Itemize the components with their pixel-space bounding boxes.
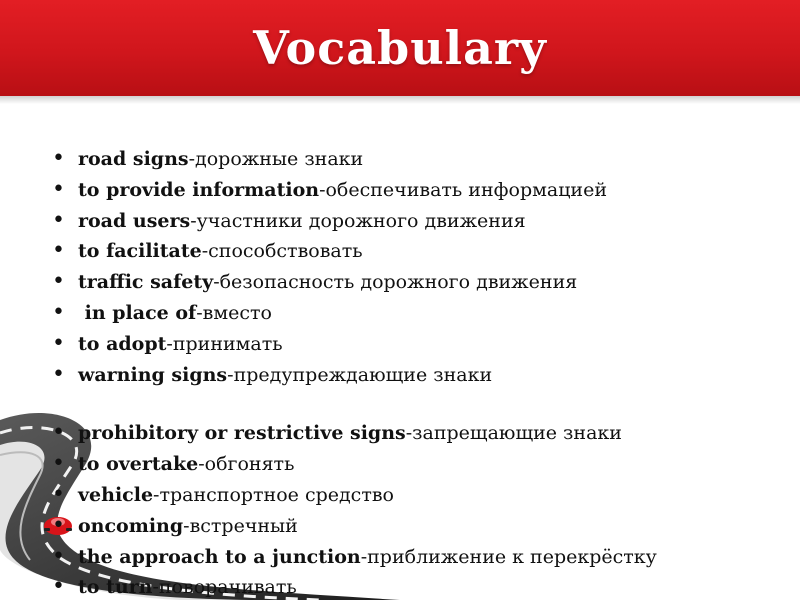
vocab-term: to facilitate (78, 240, 202, 263)
vocab-term: oncoming (78, 514, 184, 537)
vocab-item (48, 542, 657, 573)
vocab-term: road signs (78, 148, 189, 170)
vocab-item (48, 329, 657, 360)
vocab-translation: вместо (202, 301, 272, 324)
vocab-term: road users (78, 209, 191, 232)
vocab-term: vehicle (78, 483, 154, 506)
vocab-item (48, 236, 657, 267)
vocab-separator: - (319, 178, 326, 201)
vocab-separator: - (360, 545, 368, 568)
vocab-separator: - (153, 483, 160, 506)
vocab-separator: - (213, 271, 220, 294)
vocab-item (48, 480, 657, 511)
vocab-translation: обгонять (204, 453, 295, 476)
vocab-item (48, 175, 657, 206)
vocab-translation: приближение к перекрёстку (367, 545, 657, 568)
vocabulary-list (48, 144, 657, 603)
vocab-item (48, 360, 657, 391)
vocab-term: the approach to a junction (78, 545, 361, 568)
vocab-term: to turn (78, 576, 153, 599)
title-banner (0, 0, 800, 96)
vocab-item (48, 267, 657, 298)
vocab-term: to provide information (78, 178, 320, 201)
vocab-separator: - (183, 514, 190, 537)
vocab-translation: дорожные знаки (195, 148, 364, 170)
vocab-term: warning signs (78, 363, 228, 386)
vocab-separator: - (196, 301, 203, 324)
vocab-translation: способствовать (208, 240, 363, 263)
vocab-translation: встречный (189, 514, 298, 537)
vocab-term: to adopt (78, 332, 167, 355)
vocab-translation: запрещающие знаки (412, 422, 622, 445)
vocab-separator: - (227, 363, 234, 386)
vocab-item (48, 572, 657, 603)
vocab-separator: - (198, 453, 205, 476)
vocab-separator: - (188, 148, 196, 170)
vocab-item (48, 511, 657, 542)
vocab-translation: принимать (172, 332, 283, 355)
vocab-translation: участники дорожного движения (196, 209, 526, 232)
vocab-translation: безопасность дорожного движения (219, 271, 578, 294)
vocab-separator: - (201, 240, 209, 263)
vocab-item (48, 418, 657, 449)
vocab-translation: предупреждающие знаки (233, 363, 493, 386)
vocab-term: prohibitory or restrictive signs (78, 422, 406, 445)
vocab-item (48, 144, 657, 175)
vocab-separator: - (190, 209, 197, 232)
vocab-translation: транспортное средство (159, 483, 394, 506)
vocab-item (48, 449, 657, 480)
vocab-item (48, 206, 657, 237)
vocab-translation: поворачивать (158, 576, 297, 599)
vocab-term: in place of (78, 301, 197, 324)
slide-title: Vocabulary (253, 21, 547, 75)
vocab-term: traffic safety (78, 271, 214, 294)
vocab-term: to overtake (78, 453, 199, 476)
vocab-separator: - (166, 332, 173, 355)
vocab-separator: - (152, 576, 159, 599)
vocab-item (48, 298, 657, 329)
list-spacer (48, 390, 657, 418)
vocab-translation: обеспечивать информацией (325, 178, 607, 201)
vocab-separator: - (405, 422, 413, 445)
